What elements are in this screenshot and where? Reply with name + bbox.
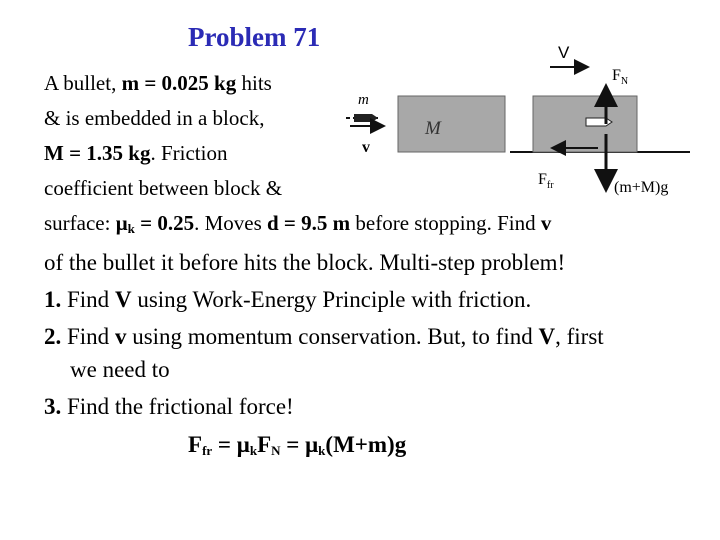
weight-label: (m+M)g [614, 179, 669, 196]
friction-coefficient: = 0.25 [134, 211, 195, 235]
text: using momentum conservation. But, to find [126, 324, 539, 349]
step-2-continued: we need to [70, 357, 170, 382]
text: , first [555, 324, 604, 349]
friction-equation [188, 432, 406, 459]
step-3 [44, 394, 294, 419]
block-mass-label: M [425, 118, 441, 139]
text: F [538, 171, 547, 188]
block-velocity-label: V [558, 43, 570, 62]
subscript: k [318, 443, 326, 458]
problem-line-2: & is embedded in a block, [44, 106, 265, 130]
symbol: v [114, 324, 127, 349]
text: F [188, 432, 203, 457]
text: Find [61, 324, 115, 349]
bullet-icon [354, 114, 378, 122]
block-mass: M = 1.35 kg [44, 141, 151, 165]
friction-force-label [538, 171, 554, 191]
problem-line-3 [44, 142, 227, 165]
bullet-velocity-symbol: v [540, 211, 552, 235]
text: Find [61, 287, 115, 312]
subscript: fr [202, 443, 213, 458]
text: F [257, 432, 272, 457]
text: using Work-Energy Principle with friction. [131, 287, 532, 312]
subscript: N [620, 76, 629, 87]
bullet-velocity-label: v [362, 139, 370, 156]
text: hits [236, 71, 272, 95]
symbol: V [538, 324, 556, 349]
text: Find the frictional force! [61, 394, 294, 419]
page-title: Problem 71 [188, 22, 321, 52]
text: . Friction [150, 141, 228, 165]
distance: d = 9.5 m [267, 211, 351, 235]
block-before [398, 96, 505, 152]
step-number: 2. [44, 324, 62, 349]
text: surface: [44, 211, 116, 235]
step-2 [44, 324, 604, 349]
problem-line-5 [44, 212, 551, 236]
text: . Moves [194, 211, 267, 235]
subscript: fr [546, 180, 554, 191]
step-number: 3. [44, 394, 62, 419]
step-1 [44, 287, 531, 312]
bullet-mass: m = 0.025 kg [121, 71, 237, 95]
problem-line-1 [44, 72, 272, 95]
embedded-bullet-icon [586, 118, 612, 126]
steps-intro: of the bullet it before hits the block. Multi-step problem! [44, 250, 566, 275]
text: F [612, 67, 621, 84]
mu-symbol: μ [115, 211, 128, 235]
symbol: V [114, 287, 132, 312]
subscript: k [127, 221, 135, 236]
block-after [533, 96, 637, 152]
text: (M+m)g [325, 432, 407, 457]
subscript: k [249, 443, 258, 458]
subscript: N [271, 443, 281, 458]
text: A bullet, [44, 71, 122, 95]
bullet-mass-label: m [358, 92, 369, 108]
problem-line-4: coefficient between block & [44, 176, 283, 200]
text: = μ [280, 432, 319, 457]
normal-force-label [612, 67, 628, 87]
physics-diagram [340, 40, 710, 215]
text: = μ [212, 432, 250, 457]
step-number: 1. [44, 287, 62, 312]
text: before stopping. Find [350, 211, 541, 235]
